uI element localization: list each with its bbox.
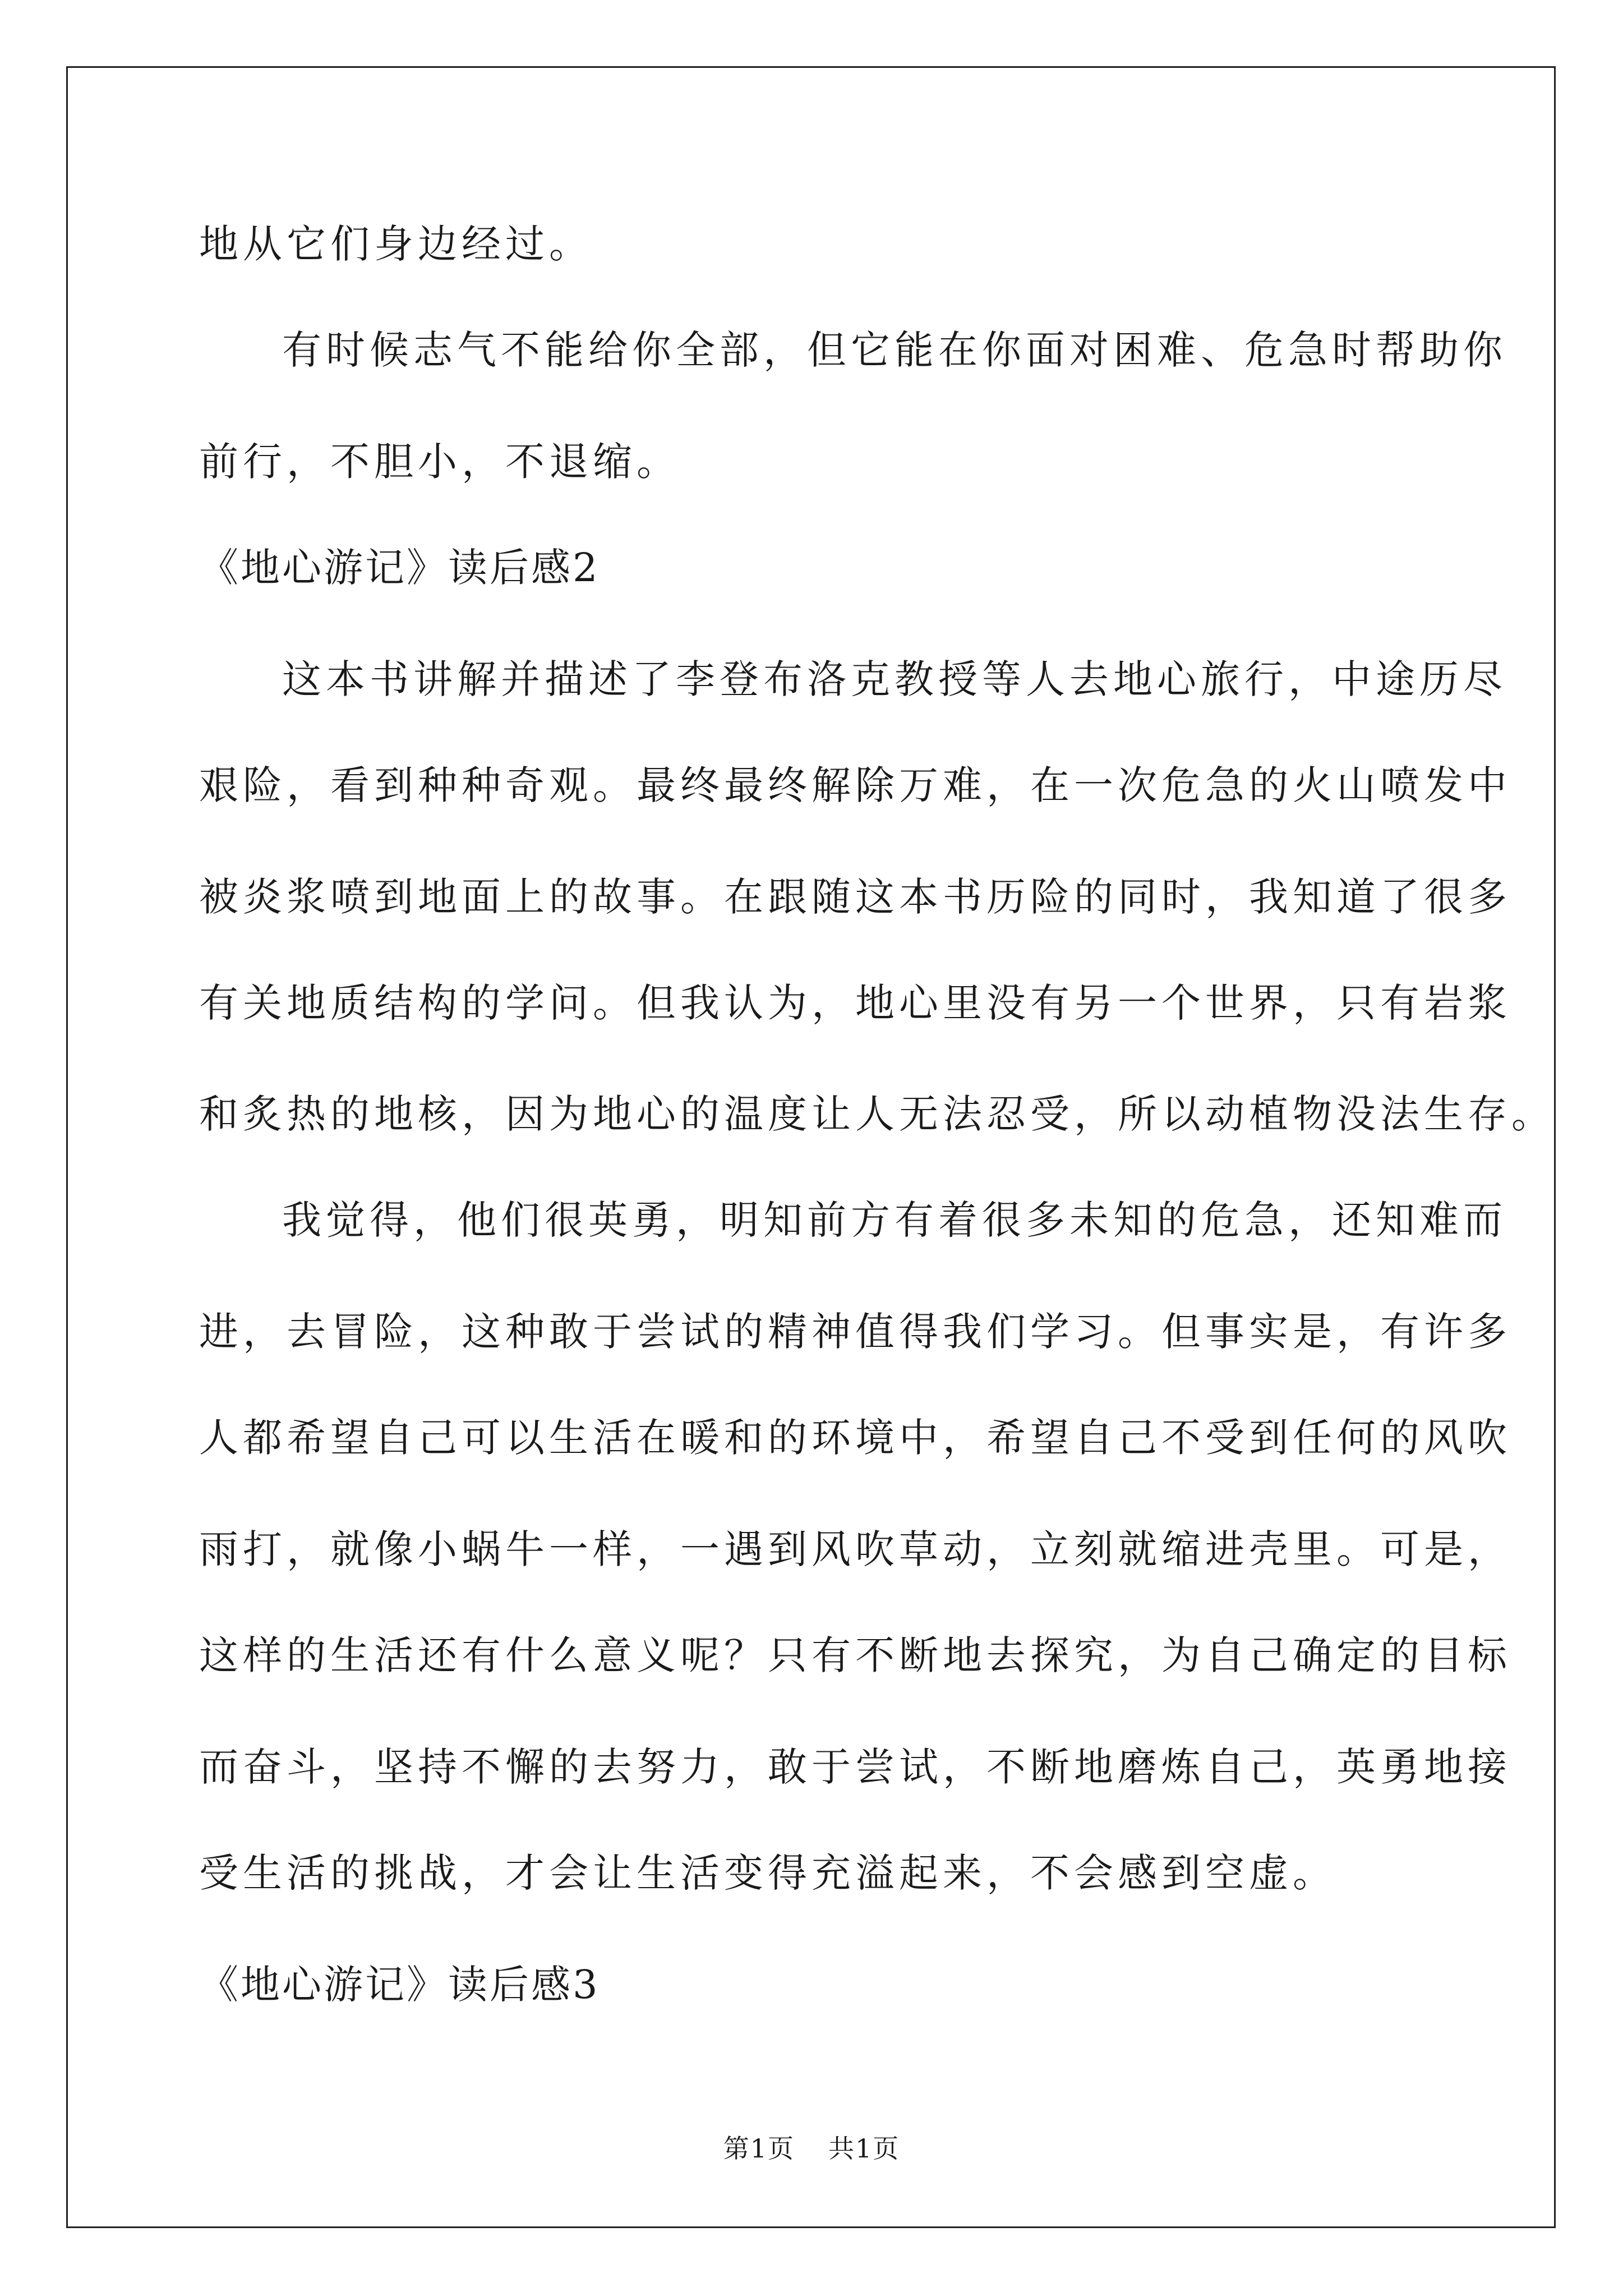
text-line: 艰险，看到种种奇观。最终最终解除万难，在一次危急的火山喷发中 [199, 762, 1511, 808]
text-line: 受生活的挑战，才会让生活变得充溢起来，不会感到空虚。 [199, 1850, 1336, 1896]
page-total: 共1页 [828, 2133, 900, 2164]
paragraph-start: 我觉得，他们很英勇，明知前方有着很多未知的危急，还知难而 [282, 1197, 1507, 1243]
text-line: 雨打，就像小蜗牛一样，一遇到风吹草动，立刻就缩进壳里。可是， [199, 1526, 1511, 1572]
paragraph-start: 有时候志气不能给你全部，但它能在你面对困难、危急时帮助你 [282, 327, 1507, 373]
page-border [66, 66, 1556, 2228]
text-line: 人都希望自己可以生活在暖和的环境中，希望自己不受到任何的风吹 [199, 1415, 1511, 1461]
page-number: 第1页 [723, 2133, 795, 2164]
text-line: 和炙热的地核，因为地心的温度让人无法忍受，所以动植物没法生存。 [199, 1091, 1555, 1137]
text-line: 有关地质结构的学问。但我认为，地心里没有另一个世界，只有岩浆 [199, 980, 1511, 1026]
section-heading: 《地心游记》读后感3 [199, 1962, 600, 2008]
page-footer [0, 2132, 1623, 2165]
text-line: 前行，不胆小，不退缩。 [199, 439, 680, 485]
text-line: 这样的生活还有什么意义呢？只有不断地去探究，为自己确定的目标 [199, 1632, 1511, 1678]
text-line: 进，去冒险，这种敢于尝试的精神值得我们学习。但事实是，有许多 [199, 1309, 1511, 1355]
text-line: 地从它们身边经过。 [199, 221, 593, 267]
section-heading: 《地心游记》读后感2 [199, 545, 600, 591]
paragraph-start: 这本书讲解并描述了李登布洛克教授等人去地心旅行，中途历尽 [282, 656, 1507, 702]
text-line: 而奋斗，坚持不懈的去努力，敢于尝试，不断地磨炼自己，英勇地接 [199, 1744, 1511, 1790]
text-line: 被炎浆喷到地面上的故事。在跟随这本书历险的同时，我知道了很多 [199, 874, 1511, 920]
